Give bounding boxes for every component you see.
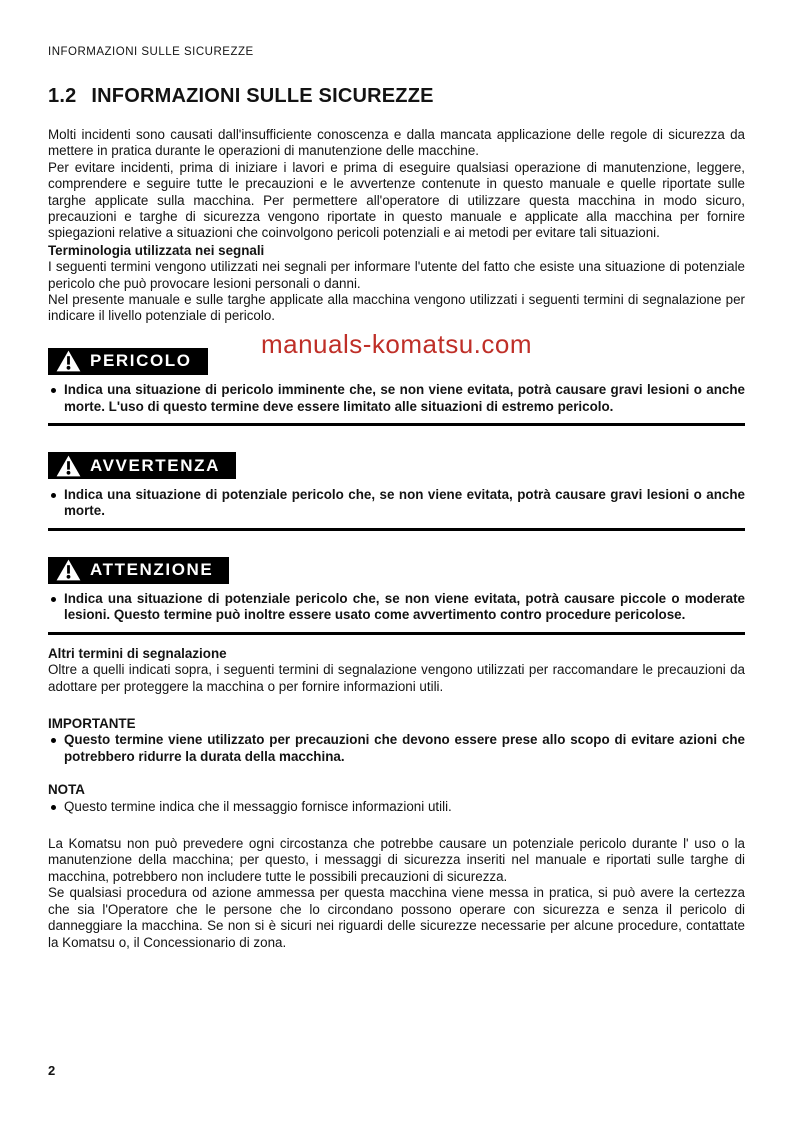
warning-banner	[48, 452, 236, 479]
caution-banner	[48, 557, 229, 584]
bullet-dot	[51, 388, 56, 393]
watermark: manuals-komatsu.com	[260, 329, 533, 359]
closing-section	[48, 836, 745, 951]
section-title: INFORMAZIONI SULLE SICUREZZE	[91, 85, 434, 107]
warning-triangle-icon	[56, 455, 81, 477]
page-title	[48, 85, 745, 108]
important-text: Questo termine viene utilizzato per precauzioni che devono essere prese allo scopo di evitare azioni che potrebbero ridurre la durata della macchina.	[64, 732, 745, 764]
running-header: INFORMAZIONI SULLE SICUREZZE	[48, 46, 254, 58]
bullet-dot	[51, 738, 56, 743]
danger-banner-label: PERICOLO	[90, 351, 192, 371]
divider-rule	[48, 632, 745, 635]
warning-banner-label: AVVERTENZA	[90, 455, 220, 475]
closing-paragraph: Se qualsiasi procedura od azione ammessa per questa macchina viene messa in pratica, si può avere la certezza che sia l'Operatore che le persone che lo circondano possono operare con sicurezza e senza il pericolo di danneggiare la macchina. Se non si è sicuri nei riguardi delle sicurezze necessarie per alcune procedure, contattate la Komatsu o, il Concessionario di zona.	[48, 885, 745, 950]
terminology-paragraph: Nel presente manuale e sulle targhe applicate alla macchina vengono utilizzati i seguenti termini di segnalazione per indicare il livello potenziale di pericolo.	[48, 292, 745, 324]
important-heading: IMPORTANTE	[48, 716, 136, 732]
other-terms-paragraph: Oltre a quelli indicati sopra, i seguenti termini di segnalazione vengono utilizzati per raccomandare le precauzioni da adottare per proteggere la macchina o per fornire informazioni utili.	[48, 662, 745, 694]
bullet-dot	[51, 493, 56, 498]
terminology-paragraph: I seguenti termini vengono utilizzati nei segnali per informare l'utente del fatto che esiste una situazione di potenziale pericolo che può provocare lesioni personali o danni.	[48, 259, 745, 291]
nota-text: Questo termine indica che il messaggio fornisce informazioni utili.	[64, 798, 452, 814]
nota-heading: NOTA	[48, 782, 85, 798]
warning-block	[48, 426, 745, 530]
closing-paragraph: La Komatsu non può prevedere ogni circostanza che potrebbe causare un potenziale pericolo durante l' uso o la manutenzione della macchina; per questo, i messaggi di sicurezza inseriti nel manuale e riportati sulle targhe di macchina, potrebbero non includere tutte le possibili precauzioni di sicurezza.	[48, 836, 745, 884]
danger-bullet	[48, 382, 745, 415]
intro-paragraph: Per evitare incidenti, prima di iniziare i lavori e prima di eseguire qualsiasi operazione di manutenzione, leggere, comprendere e seguire tutte le precauzioni e le avvertenze contenute in questo manuale e quelle riportate sulle targhe applicate sulla macchina. Per permettere all'operatore di utilizzare questa macchina in modo sicuro, precauzioni e targhe di sicurezza vengono riportate in questo manuale e applicate alla macchina per fornire spiegazioni relative a situazioni che coinvolgono pericoli potenziali e ai metodi per evitare tali situazioni.	[48, 159, 745, 241]
caution-block	[48, 531, 745, 635]
caution-bullet	[48, 591, 745, 624]
danger-text: Indica una situazione di pericolo imminente che, se non viene evitata, potrà causare gravi lesioni o anche morte. L'uso di questo termine deve essere limitato alle situazioni di estremo pericolo.	[64, 382, 745, 414]
section-number: 1.2	[48, 85, 77, 107]
caution-text: Indica una situazione di potenziale pericolo che, se non viene evitata, potrà causare piccole o moderate lesioni. Questo termine può inoltre essere usato come avvertimento contro procedure pericolose.	[64, 591, 745, 623]
intro-paragraph: Molti incidenti sono causati dall'insufficiente conoscenza e dalla mancata applicazione delle regole di sicurezza da mettere in pratica durante le operazioni di manutenzione delle macchine.	[48, 127, 745, 159]
bullet-dot	[51, 805, 56, 810]
other-terms-heading: Altri termini di segnalazione	[48, 645, 227, 661]
page-number: 2	[48, 1063, 56, 1078]
nota-bullet	[48, 799, 745, 815]
bullet-dot	[51, 597, 56, 602]
terminology-heading: Terminologia utilizzata nei segnali	[48, 242, 265, 258]
warning-triangle-icon	[56, 559, 81, 581]
important-bullet	[48, 732, 745, 765]
warning-text: Indica una situazione di potenziale pericolo che, se non viene evitata, potrà causare gravi lesioni o anche morte.	[64, 486, 745, 519]
caution-banner-label: ATTENZIONE	[90, 560, 214, 579]
warning-bullet	[48, 487, 745, 520]
